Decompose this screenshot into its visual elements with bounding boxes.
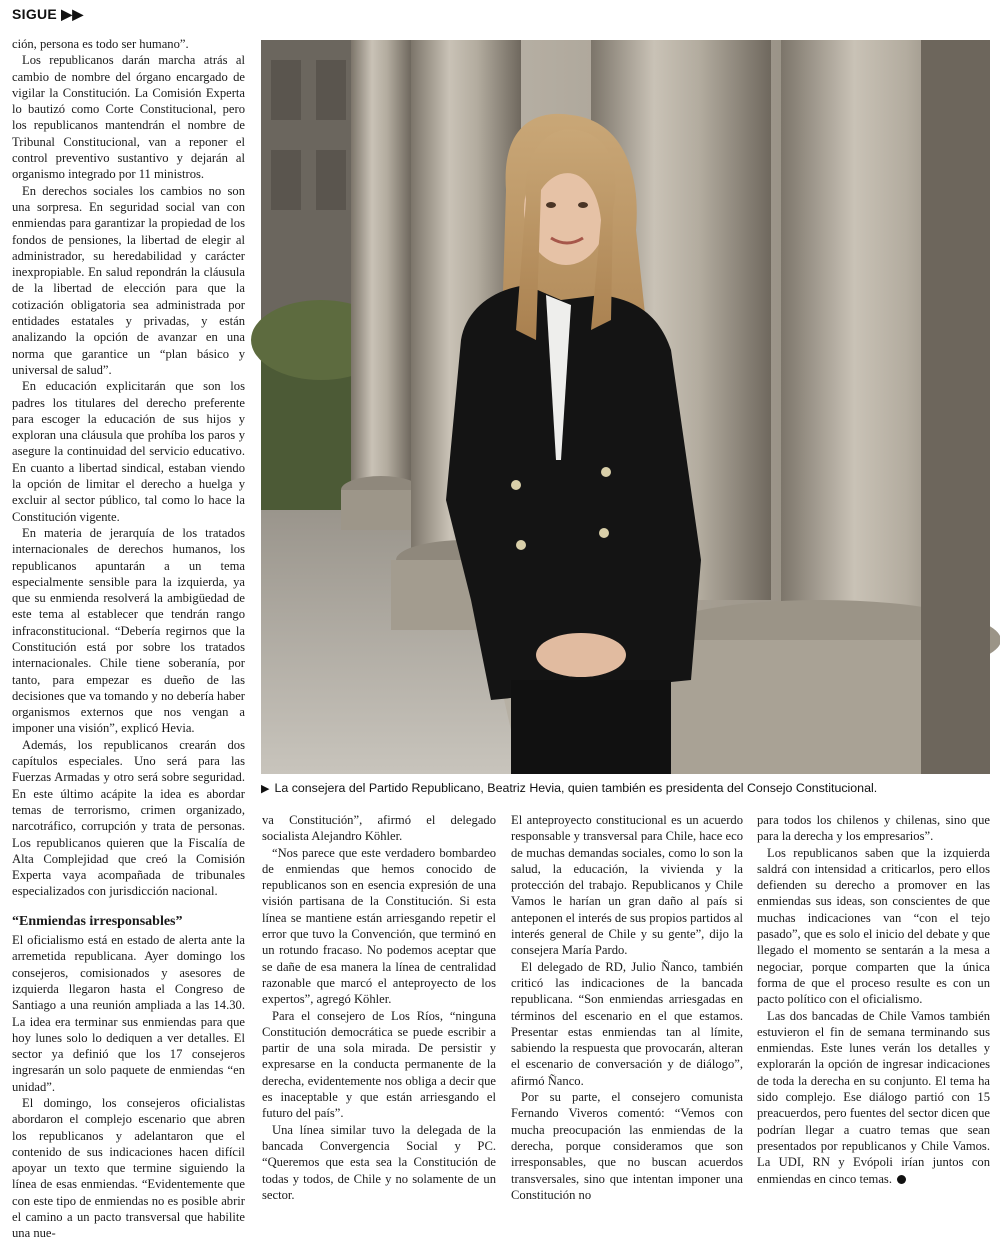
paragraph: Por su parte, el consejero comunista Fernando Viveros comentó: “Vemos con mucha preocupación las enmiendas de la derecha, porque consideramos que son irresponsables, que no buscan acuerdos transversales, sino que intentan imponer una Constitución no <box>511 1090 743 1202</box>
continues-label: SIGUE ▶▶ <box>12 6 84 22</box>
paragraph: En materia de jerarquía de los tratados internacionales de derechos humanos, los republicanos apuntarán a un tema especialmente sensible para la izquierda, ya que su enmienda resolverá la ambigüedad de este tema al establecer que tendrán rango infraconstitucional. “Debería regirnos que la Constitución está por sobre los tratados internacionales. Chile tiene soberanía, por tanto, para empezar es dueño de las decisiones que va tomando y no debería haber organismos externos que nos vengan a imponer una visión”, explicó Hevia. <box>12 525 245 736</box>
paragraph: “Nos parece que este verdadero bombardeo de enmiendas que hemos conocido de republicanos son en esencia expresión de una visión partisana de la Constitución. Si esta línea se mantiene están arriesgando repetir el error que tuvo la Convención, que terminó en un rotundo fracaso. No podemos aceptar que se dañe de esa manera la línea de centralidad razonable que marcó el anteproyecto de los expertos”, agregó Köhler. <box>262 845 496 1007</box>
article-column-c <box>757 812 990 1200</box>
paragraph: Para el consejero de Los Ríos, “ninguna Constitución democrática se puede escribir a partir de una sola mirada. De persistir y expresarse en la conducta permanente de la derecha, evidentemente nos obliga a decir que es inaceptable y que están arriesgando el futuro del país”. <box>262 1008 496 1121</box>
paragraph: va Constitución”, afirmó el delegado socialista Alejandro Köhler. <box>262 813 496 844</box>
photo-caption <box>261 781 990 795</box>
portrait-photo <box>261 40 990 774</box>
paragraph: para todos los chilenos y chilenas, sino que para la derecha y los empresarios”. <box>757 813 990 844</box>
paragraph: El anteproyecto constitucional es un acuerdo responsable y transversal para Chile, hace eco de muchas demandas sociales, como lo son la salud, la educación, la vivienda y la protección del trabajo. Republicanos y Chile Vamos le harían un gran daño al país si anteponen el interés de sus propios partidos al interés general de Chile y su gente”, dijo la consejera María Pardo. <box>511 813 743 958</box>
article-column-b <box>511 812 743 1200</box>
paragraph: El delegado de RD, Julio Ñanco, también criticó las indicaciones de la bancada republicana. “Son enmiendas arriesgadas en términos del escenario en el que estamos. Presentar estas enmiendas tan al límite, sabiendo la respuesta que provocarán, alteran el escenario de conversación y de diálogo”, afirmó Ñanco. <box>511 959 743 1088</box>
article-column-left <box>12 36 245 1241</box>
subheading: “Enmiendas irresponsables” <box>12 913 183 929</box>
photo-illustration <box>261 40 990 774</box>
paragraph: Los republicanos darán marcha atrás al cambio de nombre del órgano encargado de vigilar la Constitución. La Comisión Experta lo bautizó como Corte Constitucional, pero los republicanos mantendrán el nombre de Tribunal Constitucional, van a reponer el control preventivo sustantivo y dejarán al organismo integrado por 11 ministros. <box>12 53 245 182</box>
caption-arrow-icon: ▶ <box>261 783 270 795</box>
paragraph: En derechos sociales los cambios no son una sorpresa. En seguridad social van con enmiendas para garantizar la propiedad de los fondos de pensiones, la libertad de elegir al administrador, su heredabilidad y carácter inexpropiable. En salud repondrán la cláusula de la libertad de elección para que la cotización obligatoria sea administrada por entidades estatales y privadas, y están analizando la opción de avanzar en una norma que garantice un “plan básico y universal de salud”. <box>12 183 245 377</box>
paragraph: Una línea similar tuvo la delegada de la bancada Convergencia Social y PC. “Queremos que esta sea la Constitución de todas y todos, de Chile y no solamente de un sector. <box>262 1122 496 1202</box>
caption-text: La consejera del Partido Republicano, Beatriz Hevia, quien también es presidenta del Consejo Constitucional. <box>274 781 878 795</box>
article-column-a <box>262 812 496 1200</box>
paragraph: En educación explicitarán que son los padres los titulares del derecho preferente para escoger la educación de sus hijos y exploran una cláusula que prohíba los paros y asegure la continuidad del servicio educativo. En cuanto a libertad sindical, estaban viendo la opción de limitar el derecho a huelga y excluir al sector público, tal como lo hace la Constitución vigente. <box>12 379 245 524</box>
paragraph: El domingo, los consejeros oficialistas abordaron el complejo escenario que abren los republicanos y adelantaron que el contenido de sus indicaciones hacen difícil apoyar un texto que termine siguiendo la línea de esas enmiendas. “Evidentemente que con este tipo de enmiendas no es posible abrir el camino a un pacto transversal que habilite una nue- <box>12 1096 245 1241</box>
paragraph <box>757 1008 990 1187</box>
paragraph: Además, los republicanos crearán dos capítulos especiales. Uno será para las Fuerzas Armadas y otro será sobre seguridad. En este último acápite la idea es abordar temas de terrorismo, crimen organizado, narcotráfico, corrupción y trata de personas. Los republicanos quieren que la Fiscalía de Alta Complejidad que creó la Comisión Experta vaya acompañada de tribunales especializados con jurisdicción nacional. <box>12 737 245 899</box>
paragraph-text: Las dos bancadas de Chile Vamos también estuvieron el fin de semana terminando sus enmiendas. Este lunes verán los detalles y explorarán la opción de ingresar indicaciones de toda la derecha en su conjunto. El tema ha sido complejo. Ese diálogo partió con 15 preacuerdos, pero fuentes del sector dicen que podrían llegar a cuatro temas que sean presentados por republicanos y Chile Vamos. La UDI, RN y Evópoli irían juntos con enmiendas en cinco temas. <box>757 1008 990 1186</box>
paragraph: ción, persona es todo ser humano”. <box>12 37 189 51</box>
paragraph: Los republicanos saben que la izquierda saldrá con intensidad a criticarlos, pero ellos defienden su derecho a promover en las enmiendas sus ideas, son conscientes de que muchas indicaciones van “con el tejo pasado”, que es solo el inicio del debate y que llegado el momento se sentarán a la mesa a negociar, porque comparten que la única forma de que el proceso resulte es con un pacto político con el oficialismo. <box>757 845 990 1007</box>
end-of-article-icon <box>897 1175 906 1184</box>
paragraph: El oficialismo está en estado de alerta ante la arremetida republicana. Ayer domingo los consejeros, comisionados y asesores de izquierda llegaron hasta el Congreso de Santiago a una reunión ampliada a las 14.30. La idea era terminar sus enmiendas para que hoy lunes solo lo dediquen a ver detalles. El sector ya definió que los 17 consejeros ingresarán un solo paquete de enmiendas “en unidad”. <box>12 933 245 1094</box>
